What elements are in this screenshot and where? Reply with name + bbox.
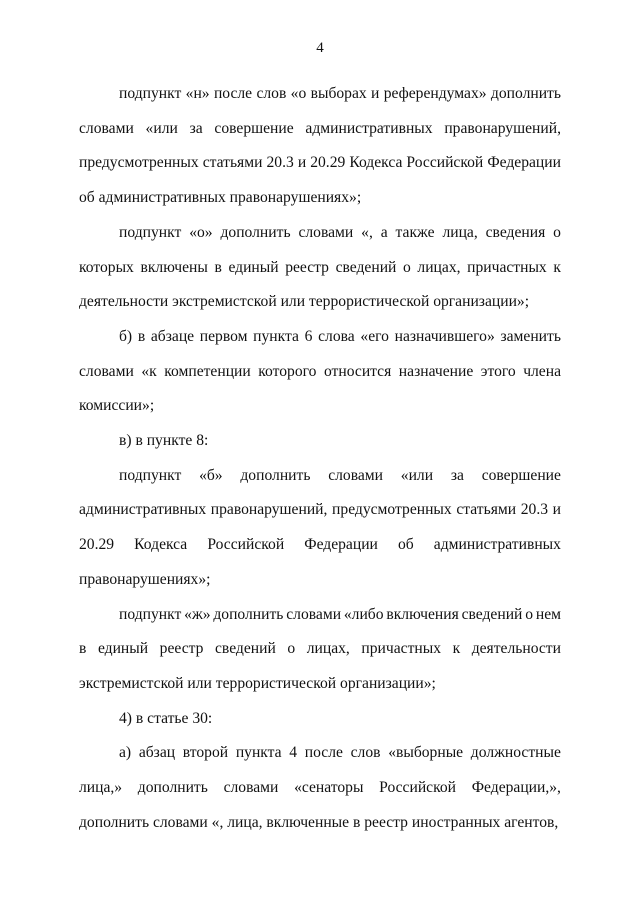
text-line: подпункт «н» после слов «о выборах и референдумах» дополнить [119,85,561,102]
paragraph [79,424,561,459]
page-number: 4 [316,40,324,56]
text-line: подпункт «б» дополнить словами «или за совершение [119,466,561,484]
text-line: экстремистской или террористической организации»; [79,674,436,692]
text-line: предусмотренных статьями 20.3 и 20.29 Кодекса Российской Федерации [79,154,561,172]
text-line: которых включены в единый реестр сведений о лицах, причастных к [79,258,561,276]
paragraph [79,77,561,216]
text-line: в) в пункте 8: [119,432,209,450]
paragraph [79,459,561,598]
text-line: правонарушениях»; [79,570,211,588]
text-line: административных правонарушений, предусмотренных статьями 20.3 и [79,501,561,519]
document-body [79,77,561,840]
text-line: словами «к компетенции которого относится назначение этого члена [79,362,561,380]
paragraph [79,736,561,840]
text-line: 4) в статье 30: [119,709,213,727]
paragraph [79,598,561,702]
text-line: 20.29 Кодекса Российской Федерации об административных [79,536,561,554]
paragraph [79,216,561,320]
text-line: об административных правонарушениях»; [79,189,362,207]
text-line: дополнить словами «, лица, включенные в реестр иностранных агентов, [79,813,559,831]
paragraph [79,702,561,737]
text-line: комиссии»; [79,397,155,415]
text-line: словами «или за совершение административных правонарушений, [79,119,561,137]
text-line: лица,» дополнить словами «сенаторы Российской Федерации,», [79,779,561,797]
text-line: а) абзац второй пункта 4 после слов «выборные должностные [119,744,561,762]
text-line: в единый реестр сведений о лицах, причастных к деятельности [79,640,561,658]
text-line: б) в абзаце первом пункта 6 слова «его назначившего» заменить [119,327,561,345]
text-line: подпункт «о» дополнить словами «, а также лица, сведения о [119,223,561,241]
paragraph [79,320,561,424]
text-line: деятельности экстремистской или террористической организации»; [79,293,530,311]
text-line: подпункт «ж» дополнить словами «либо включения сведений о нем [119,605,561,623]
